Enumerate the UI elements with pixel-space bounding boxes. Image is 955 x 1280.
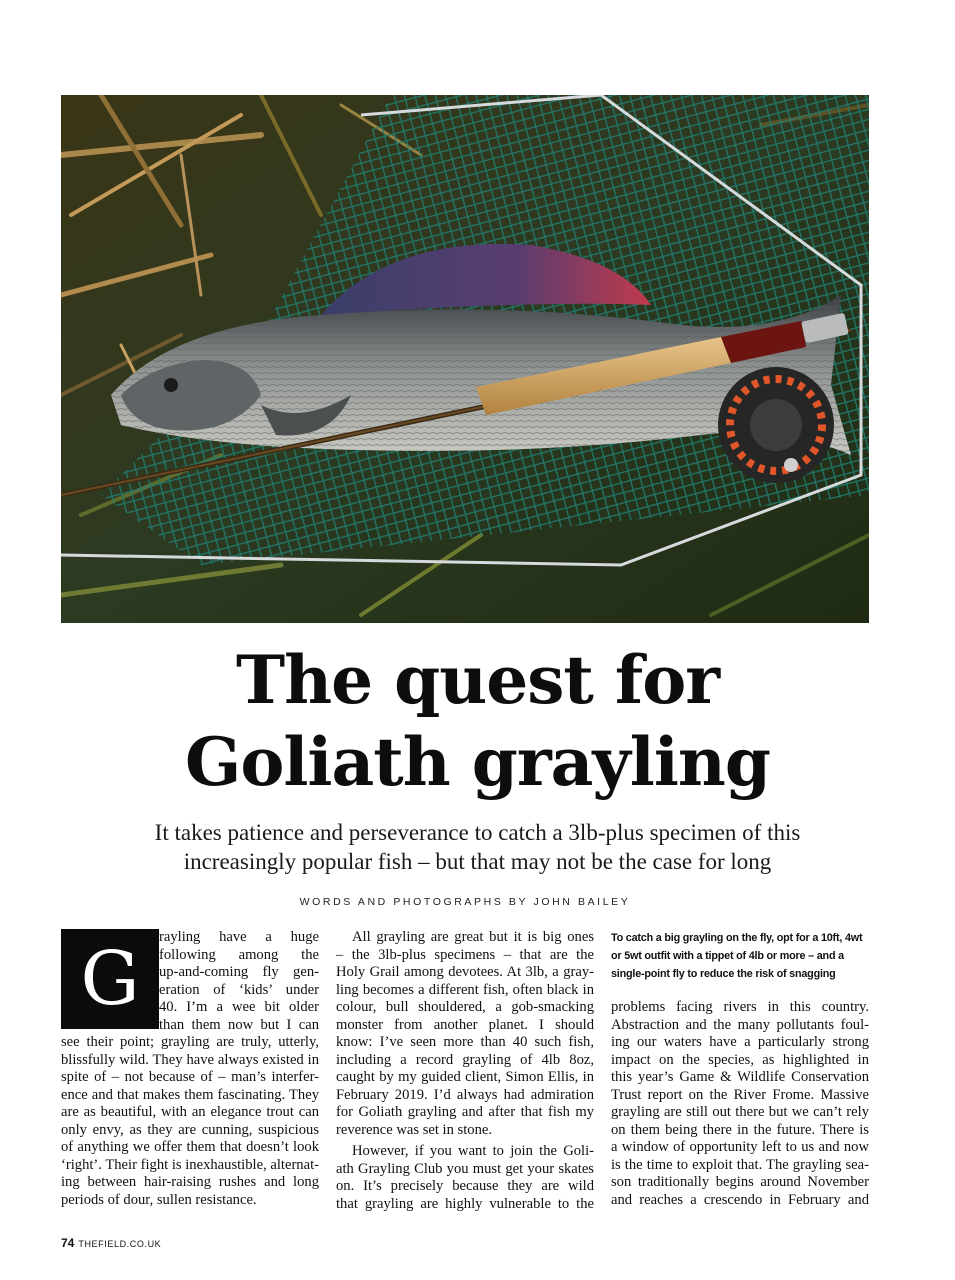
- tip-line-3: single-point fly to reduce the risk of snagging: [611, 968, 836, 980]
- text-line: than them now but I can: [159, 1016, 319, 1033]
- text-line: spite of – not because of – man’s interfer-: [61, 1069, 319, 1085]
- text-line: ‘right’. Their fight is inexhaustible, alternat-: [61, 1156, 319, 1173]
- hero-photo: [61, 95, 869, 623]
- body-column-2: [336, 929, 594, 1213]
- text-line: rayling have a huge: [159, 929, 319, 945]
- text-line: periods of dour, sullen resistance.: [61, 1191, 257, 1208]
- text-line: caught by my guided client, Simon Ellis, in: [336, 1069, 594, 1085]
- text-line: – the 3lb-plus specimens – that are the: [336, 946, 594, 963]
- byline: WORDS AND PHOTOGRAPHS BY JOHN BAILEY: [299, 896, 631, 908]
- text-line: ing our waters have a particularly strong: [611, 1034, 869, 1050]
- text-line: eration of ‘kids’ under: [159, 981, 319, 998]
- text-line: for Goliath grayling and after that fish my: [336, 1104, 594, 1120]
- website-url: THEFIELD.CO.UK: [78, 1239, 162, 1249]
- page-number: 74: [61, 1236, 75, 1250]
- text-line: ing between hair-raising rushes and long: [61, 1174, 319, 1190]
- body-column-1: [61, 929, 319, 1209]
- page-footer: [61, 1234, 161, 1252]
- drop-cap: G: [61, 929, 159, 1029]
- headline-line-1: The quest for: [236, 641, 719, 719]
- text-line: All grayling are great but it is big ones: [352, 929, 594, 945]
- text-line: problems facing rivers in this country.: [611, 999, 869, 1015]
- standfirst-line-2: increasingly popular fish – but that may not be the case for long: [183, 849, 772, 874]
- text-line: colour, bull shouldered, a gob-smacking: [336, 999, 594, 1015]
- text-line: of anything we offer them that doesn’t look: [61, 1139, 319, 1155]
- text-line: on them being there in the future. There is: [611, 1121, 869, 1138]
- headline-line-2: Goliath grayling: [184, 723, 771, 801]
- text-line: Abstraction and the many pollutants foul-: [611, 1016, 869, 1033]
- text-line: However, if you want to join the Goli-: [352, 1143, 594, 1159]
- text-line: following among the: [159, 946, 319, 963]
- text-line: that grayling are highly vulnerable to the: [336, 1195, 594, 1212]
- tip-line-1: To catch a big grayling on the fly, opt for a 10ft, 4wt: [611, 932, 863, 944]
- text-line: Holy Grail among devotees. At 3lb, a gray-: [336, 964, 594, 980]
- body-column-3: [611, 999, 869, 1209]
- text-line: son traditionally begins around November: [611, 1174, 869, 1190]
- text-line: 40. I’m a wee bit older: [159, 999, 319, 1015]
- standfirst: [60, 818, 895, 876]
- text-line: up-and-coming fly gen-: [159, 964, 319, 980]
- text-line: ath Grayling Club you must get your skates: [336, 1160, 594, 1177]
- text-line: including a record grayling of 4lb 8oz,: [336, 1051, 594, 1068]
- text-line: is the time to exploit that. The grayling sea-: [611, 1156, 869, 1173]
- text-line: this year’s Game & Wildlife Conservation: [611, 1069, 869, 1085]
- text-line: know: I’ve seen more than 40 such fish,: [336, 1034, 594, 1050]
- text-line: ence and that makes them fascinating. They: [61, 1086, 319, 1103]
- text-line: are as beautiful, with an elegance trout can: [61, 1104, 319, 1120]
- text-line: grayling are still out there but we can’t rely: [611, 1104, 869, 1120]
- text-line: monster from another planet. I should: [336, 1016, 594, 1033]
- text-line: February 2019. I’d always had admiration: [336, 1086, 594, 1103]
- standfirst-line-1: It takes patience and perseverance to catch a 3lb-plus specimen of this: [154, 820, 801, 845]
- text-line: ling becomes a different fish, often black in: [336, 981, 594, 998]
- tip-line-2: or 5wt outfit with a tippet of 4lb or more – and a: [611, 950, 844, 962]
- text-line: see their point; grayling are truly, utterly,: [61, 1034, 319, 1050]
- text-line: on. It’s precisely because they are wild: [336, 1178, 594, 1194]
- text-line: blissfully wild. They have always existed in: [61, 1051, 319, 1068]
- text-line: only envy, as they are cunning, suspicious: [61, 1121, 319, 1138]
- text-line: reverence was set in stone.: [336, 1121, 493, 1138]
- text-line: impact on the species, as highlighted in: [611, 1051, 869, 1068]
- fishing-tip: [611, 929, 873, 983]
- text-line: Trust report on the River Frome. Massive: [611, 1086, 869, 1103]
- text-line: a window of opportunity left to us and now: [611, 1139, 869, 1155]
- text-line: and reaches a crescendo in February and: [611, 1191, 869, 1208]
